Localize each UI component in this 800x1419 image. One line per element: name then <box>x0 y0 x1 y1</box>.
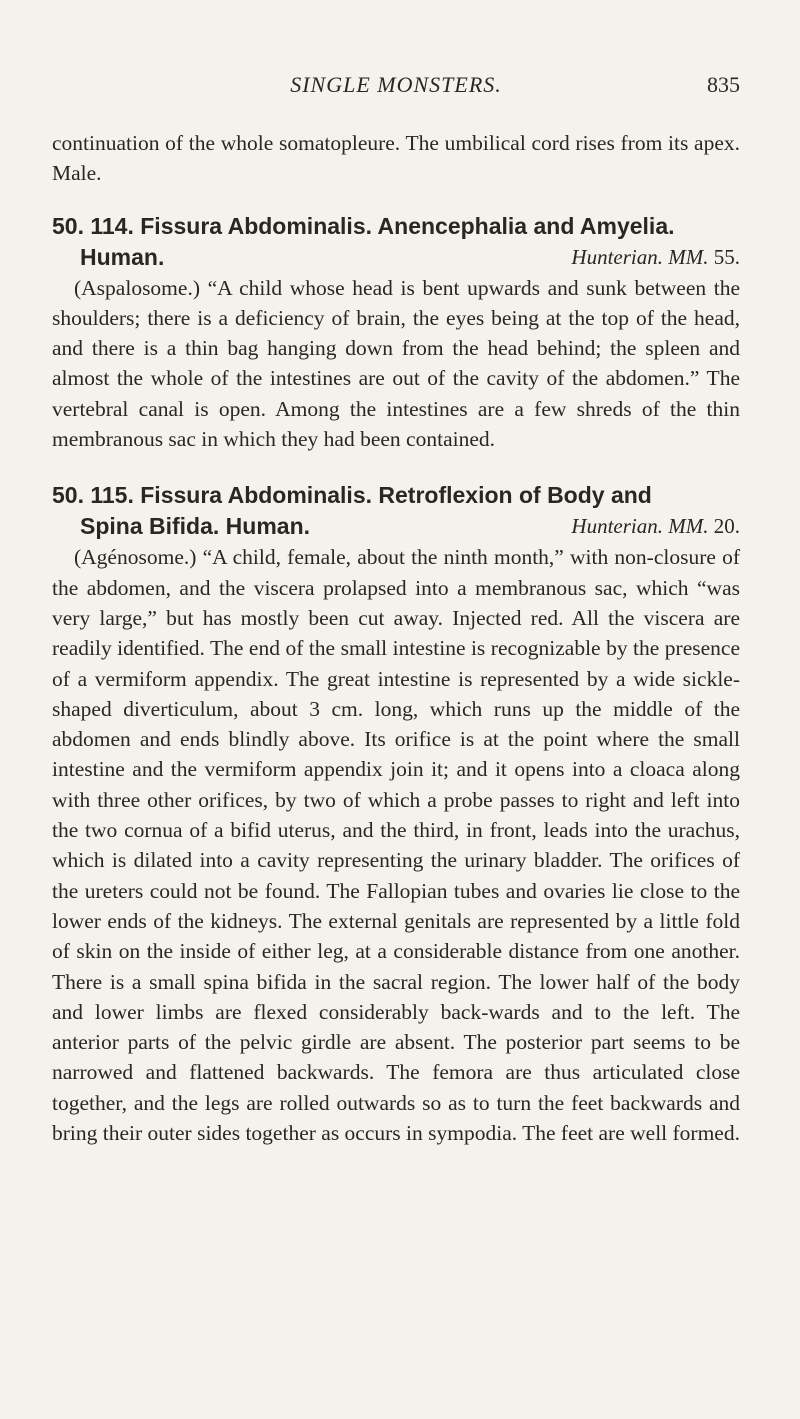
reference-collection: Hunterian. MM. <box>571 244 709 269</box>
entry-title: Fissura Abdominalis. Anencephalia and Amyelia. <box>140 212 675 239</box>
running-title: SINGLE MONSTERS. <box>290 72 502 97</box>
entry-description: (Agénosome.) “A child, female, about the ninth month,” with non-closure of the abdomen, and the viscera prolapsed into a membranous sac, which “was very large,” but has mostly been cut away. Injected red. All the viscera are readily identified. The end of the small intestine is recognizable by the presence of a vermiform appendix. The great intestine is represented by a wide sickle-shaped diverticulum, about 3 cm. long, which runs up the middle of the abdomen and ends blindly above. Its orifice is at the point where the small intestine and the vermiform appendix join it; and it opens into a cloaca along with three other orifices, by two of which a probe passes to right and left into the two cornua of a bifid uterus, and the third, in front, leads into the urachus, which is dilated into a cavity representing the urinary bladder. The orifices of the ureters could not be found. The Fallopian tubes and ovaries lie close to the lower ends of the kidneys. The external genitals are represented by a little fold of skin on the inside of either leg, at a considerable distance from one another. There is a small spina bifida in the sacral region. The lower half of the body and lower limbs are flexed considerably back-wards and to the left. The anterior parts of the pelvic girdle are absent. The posterior part seems to be narrowed and flattened backwards. The femora are thus articulated close together, and the legs are rolled outwards so as to turn the feet backwards and bring their outer sides together as occurs in sympodia. The feet are well formed. <box>52 545 740 1146</box>
entry-title: Fissura Abdominalis. Retroflexion of Body and <box>140 482 652 509</box>
reference-collection: Hunterian. MM. <box>571 514 709 539</box>
page-number: 835 <box>707 72 740 97</box>
catalogue-entry-115 <box>52 480 740 1148</box>
entry-title-line1 <box>52 480 740 511</box>
entry-title-line2 <box>52 511 740 542</box>
entry-description: (Aspalosome.) “A child whose head is bent upwards and sunk between the shoulders; there is a deficiency of brain, the eyes being at the top of the head, and there is a thin bag hanging down from the head behind; the spleen and almost the whole of the intestines are out of the cavity of the abdomen.” The vertebral canal is open. Among the intestines are a few shreds of the thin membranous sac in which they had been contained. <box>52 275 740 452</box>
reference-number: 55. <box>713 244 740 269</box>
entry-number: 50. 115. <box>52 482 134 509</box>
page-body <box>52 128 740 1148</box>
intro-paragraph: continuation of the whole somatopleure. The umbilical cord rises from its apex. Male. <box>52 131 740 186</box>
entry-title-line2 <box>52 242 740 273</box>
entry-subtitle: Spina Bifida. Human. <box>80 513 311 540</box>
entry-number: 50. 114. <box>52 212 134 239</box>
catalogue-entry-114 <box>52 211 740 455</box>
entry-reference <box>571 511 740 542</box>
entry-title-line1 <box>52 211 740 242</box>
page-header <box>52 72 740 106</box>
entry-reference <box>571 242 740 273</box>
reference-number: 20. <box>713 514 740 539</box>
entry-subtitle: Human. <box>80 243 165 270</box>
